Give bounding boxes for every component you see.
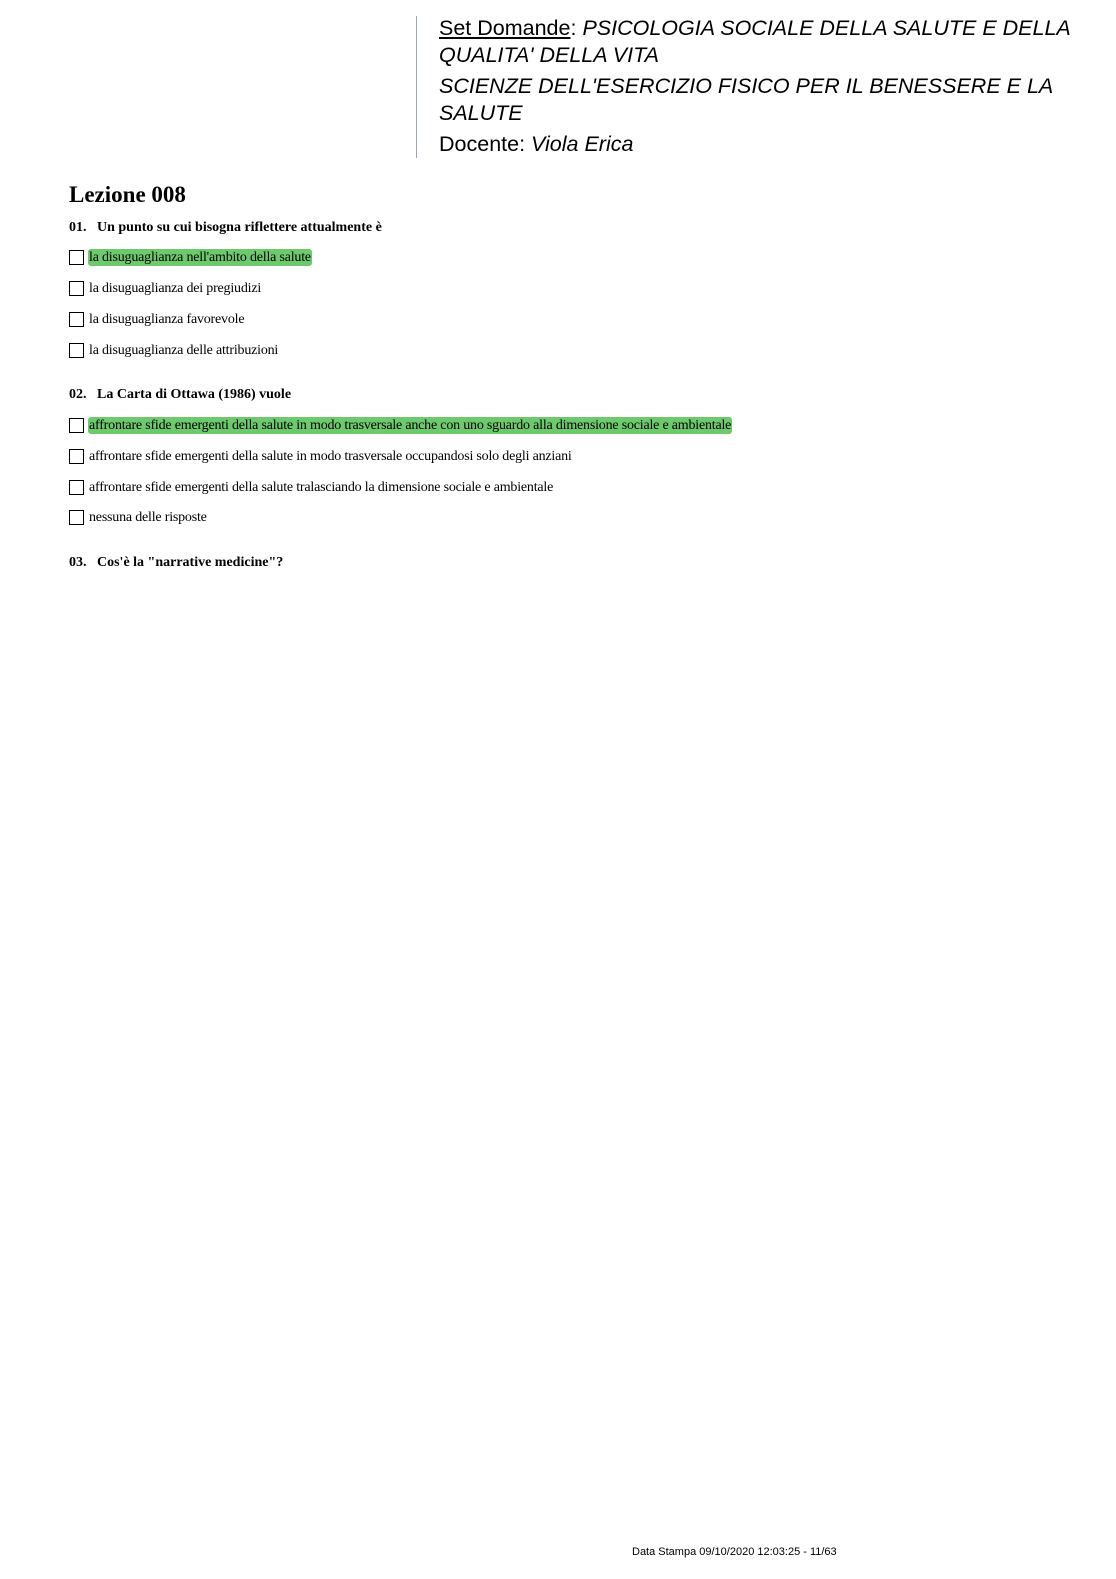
- question-text: Un punto su cui bisogna riflettere attualmente è: [97, 220, 382, 235]
- header-divider: [416, 16, 417, 158]
- question-number: 03.: [69, 555, 87, 570]
- answer-option[interactable]: [69, 248, 312, 266]
- question-text: Cos'è la "narrative medicine"?: [97, 555, 284, 570]
- answer-option[interactable]: [69, 508, 208, 526]
- answer-checkbox[interactable]: [69, 312, 84, 327]
- answer-option[interactable]: [69, 447, 573, 465]
- question-heading: [69, 386, 291, 404]
- set-separator: :: [570, 16, 577, 40]
- answer-option[interactable]: [69, 341, 279, 359]
- answer-checkbox[interactable]: [69, 250, 84, 265]
- question-text: La Carta di Ottawa (1986) vuole: [97, 387, 292, 402]
- answer-option[interactable]: [69, 310, 245, 328]
- question-number: 01.: [69, 220, 87, 235]
- document-header: [439, 16, 1089, 159]
- answer-text: la disuguaglianza nell'ambito della salute: [89, 249, 311, 265]
- set-title-line1: PSICOLOGIA SOCIALE DELLA SALUTE E DELLA: [582, 16, 1071, 40]
- set-label: Set Domande: [439, 16, 571, 40]
- course-line2: SALUTE: [439, 101, 523, 125]
- set-title-line2: QUALITA' DELLA VITA: [439, 43, 659, 67]
- answer-text: la disuguaglianza delle attribuzioni: [89, 342, 279, 358]
- print-footer: Data Stampa 09/10/2020 12:03:25 - 11/63: [632, 1546, 837, 1558]
- answer-checkbox[interactable]: [69, 449, 84, 464]
- answer-checkbox[interactable]: [69, 510, 84, 525]
- answer-text: la disuguaglianza favorevole: [89, 311, 245, 327]
- course-line1: SCIENZE DELL'ESERCIZIO FISICO PER IL BENESSERE E LA: [439, 74, 1054, 98]
- answer-text: affrontare sfide emergenti della salute tralasciando la dimensione sociale e ambientale: [89, 479, 554, 495]
- question-heading: [69, 219, 382, 237]
- teacher: [439, 132, 1089, 156]
- set-title: [439, 16, 1089, 40]
- teacher-name: Viola Erica: [531, 132, 634, 156]
- teacher-label: Docente:: [439, 132, 526, 156]
- answer-text: affrontare sfide emergenti della salute in modo trasversale anche con uno sguardo alla dimensione sociale e ambientale: [89, 417, 732, 433]
- answer-text: nessuna delle risposte: [89, 509, 207, 525]
- question-heading: [69, 554, 283, 572]
- answer-checkbox[interactable]: [69, 343, 84, 358]
- question-number: 02.: [69, 387, 87, 402]
- answer-checkbox[interactable]: [69, 480, 84, 495]
- answer-text: la disuguaglianza dei pregiudizi: [89, 280, 262, 296]
- answer-checkbox[interactable]: [69, 281, 84, 296]
- answer-option[interactable]: [69, 416, 732, 434]
- answer-option[interactable]: [69, 478, 554, 496]
- lesson-title: Lezione 008: [69, 182, 186, 207]
- answer-checkbox[interactable]: [69, 418, 84, 433]
- answer-option[interactable]: [69, 279, 262, 297]
- answer-text: affrontare sfide emergenti della salute in modo trasversale occupandosi solo degli anziani: [89, 448, 572, 464]
